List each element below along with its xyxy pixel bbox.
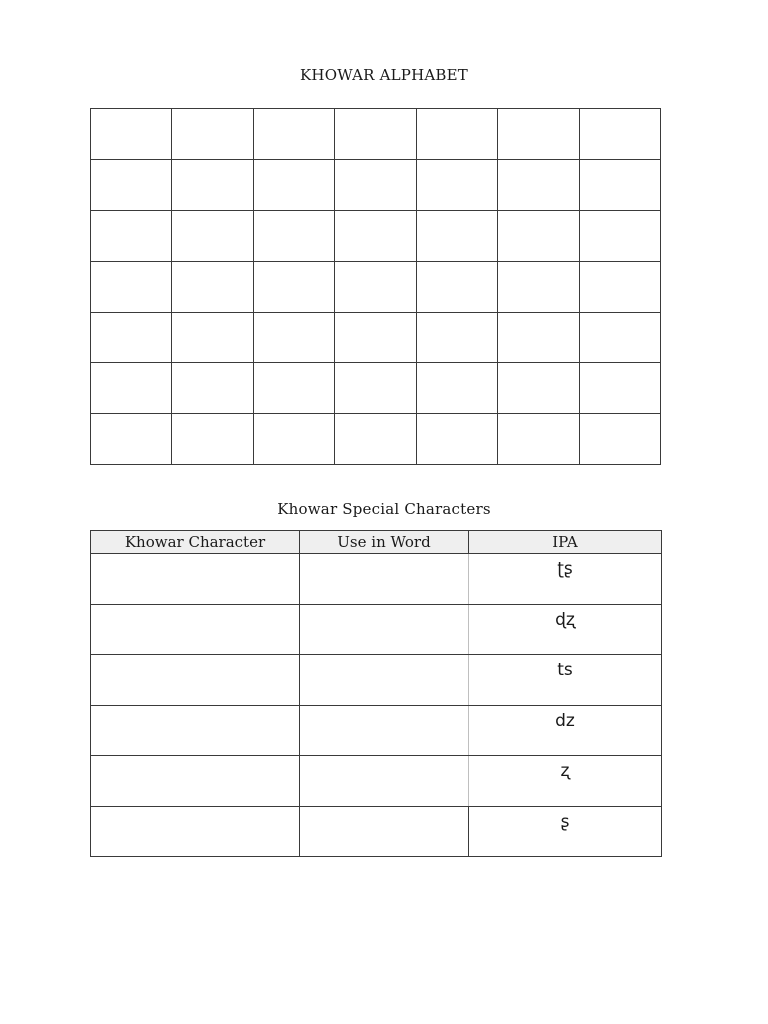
alphabet-cell[interactable]: [579, 363, 660, 414]
alphabet-cell[interactable]: [335, 312, 416, 363]
special-characters-title: Khowar Special Characters: [277, 500, 491, 518]
khowar-character-cell[interactable]: [91, 806, 300, 857]
khowar-character-cell[interactable]: [91, 705, 300, 756]
alphabet-cell[interactable]: [172, 363, 253, 414]
alphabet-cell[interactable]: [91, 210, 172, 261]
special-row: [91, 554, 662, 605]
alphabet-cell[interactable]: [416, 210, 497, 261]
alphabet-grid: [90, 108, 661, 465]
alphabet-cell[interactable]: [253, 109, 334, 160]
special-row: [91, 655, 662, 706]
ipa-cell: ʂ: [469, 806, 662, 857]
alphabet-cell[interactable]: [172, 210, 253, 261]
alphabet-row: [91, 363, 661, 414]
use-in-word-cell[interactable]: [300, 554, 469, 605]
alphabet-cell[interactable]: [579, 159, 660, 210]
khowar-character-cell[interactable]: [91, 554, 300, 605]
alphabet-cell[interactable]: [579, 210, 660, 261]
alphabet-row: [91, 414, 661, 465]
alphabet-cell[interactable]: [335, 109, 416, 160]
alphabet-cell[interactable]: [91, 414, 172, 465]
alphabet-cell[interactable]: [172, 109, 253, 160]
alphabet-cell[interactable]: [91, 159, 172, 210]
alphabet-cell[interactable]: [416, 312, 497, 363]
use-in-word-cell[interactable]: [300, 806, 469, 857]
alphabet-cell[interactable]: [91, 261, 172, 312]
alphabet-cell[interactable]: [253, 414, 334, 465]
alphabet-cell[interactable]: [498, 210, 579, 261]
use-in-word-cell[interactable]: [300, 655, 469, 706]
ipa-cell: dz: [469, 705, 662, 756]
use-in-word-cell[interactable]: [300, 705, 469, 756]
alphabet-cell[interactable]: [498, 312, 579, 363]
khowar-character-cell[interactable]: [91, 655, 300, 706]
alphabet-cell[interactable]: [253, 363, 334, 414]
alphabet-cell[interactable]: [172, 261, 253, 312]
alphabet-cell[interactable]: [253, 261, 334, 312]
alphabet-cell[interactable]: [91, 363, 172, 414]
ipa-cell: ɖʐ: [469, 604, 662, 655]
alphabet-cell[interactable]: [335, 363, 416, 414]
alphabet-row: [91, 159, 661, 210]
alphabet-cell[interactable]: [172, 312, 253, 363]
alphabet-cell[interactable]: [172, 159, 253, 210]
special-row: [91, 806, 662, 857]
khowar-character-cell[interactable]: [91, 604, 300, 655]
alphabet-title: KHOWAR ALPHABET: [300, 66, 468, 84]
alphabet-cell[interactable]: [335, 261, 416, 312]
alphabet-cell[interactable]: [335, 210, 416, 261]
header-ipa: IPA: [469, 531, 662, 554]
header-use-in-word: Use in Word: [300, 531, 469, 554]
alphabet-row: [91, 109, 661, 160]
alphabet-cell[interactable]: [498, 109, 579, 160]
alphabet-cell[interactable]: [416, 363, 497, 414]
alphabet-cell[interactable]: [498, 261, 579, 312]
special-row: [91, 705, 662, 756]
ipa-cell: ts: [469, 655, 662, 706]
alphabet-cell[interactable]: [416, 109, 497, 160]
use-in-word-cell[interactable]: [300, 604, 469, 655]
alphabet-cell[interactable]: [91, 312, 172, 363]
alphabet-cell[interactable]: [253, 159, 334, 210]
alphabet-cell[interactable]: [335, 159, 416, 210]
ipa-cell: ʈʂ: [469, 554, 662, 605]
special-row: [91, 604, 662, 655]
alphabet-cell[interactable]: [498, 414, 579, 465]
alphabet-row: [91, 261, 661, 312]
alphabet-cell[interactable]: [172, 414, 253, 465]
alphabet-cell[interactable]: [498, 159, 579, 210]
alphabet-cell[interactable]: [579, 312, 660, 363]
alphabet-cell[interactable]: [579, 414, 660, 465]
alphabet-cell[interactable]: [335, 414, 416, 465]
alphabet-cell[interactable]: [253, 210, 334, 261]
alphabet-cell[interactable]: [579, 261, 660, 312]
alphabet-cell[interactable]: [579, 109, 660, 160]
alphabet-row: [91, 312, 661, 363]
header-khowar-character: Khowar Character: [91, 531, 300, 554]
khowar-character-cell[interactable]: [91, 756, 300, 807]
alphabet-cell[interactable]: [253, 312, 334, 363]
alphabet-cell[interactable]: [498, 363, 579, 414]
alphabet-row: [91, 210, 661, 261]
special-row: [91, 756, 662, 807]
special-characters-table: [90, 530, 662, 857]
alphabet-cell[interactable]: [416, 414, 497, 465]
use-in-word-cell[interactable]: [300, 756, 469, 807]
alphabet-cell[interactable]: [416, 261, 497, 312]
header-row: [91, 531, 662, 554]
ipa-cell: ʐ: [469, 756, 662, 807]
alphabet-cell[interactable]: [91, 109, 172, 160]
alphabet-cell[interactable]: [416, 159, 497, 210]
